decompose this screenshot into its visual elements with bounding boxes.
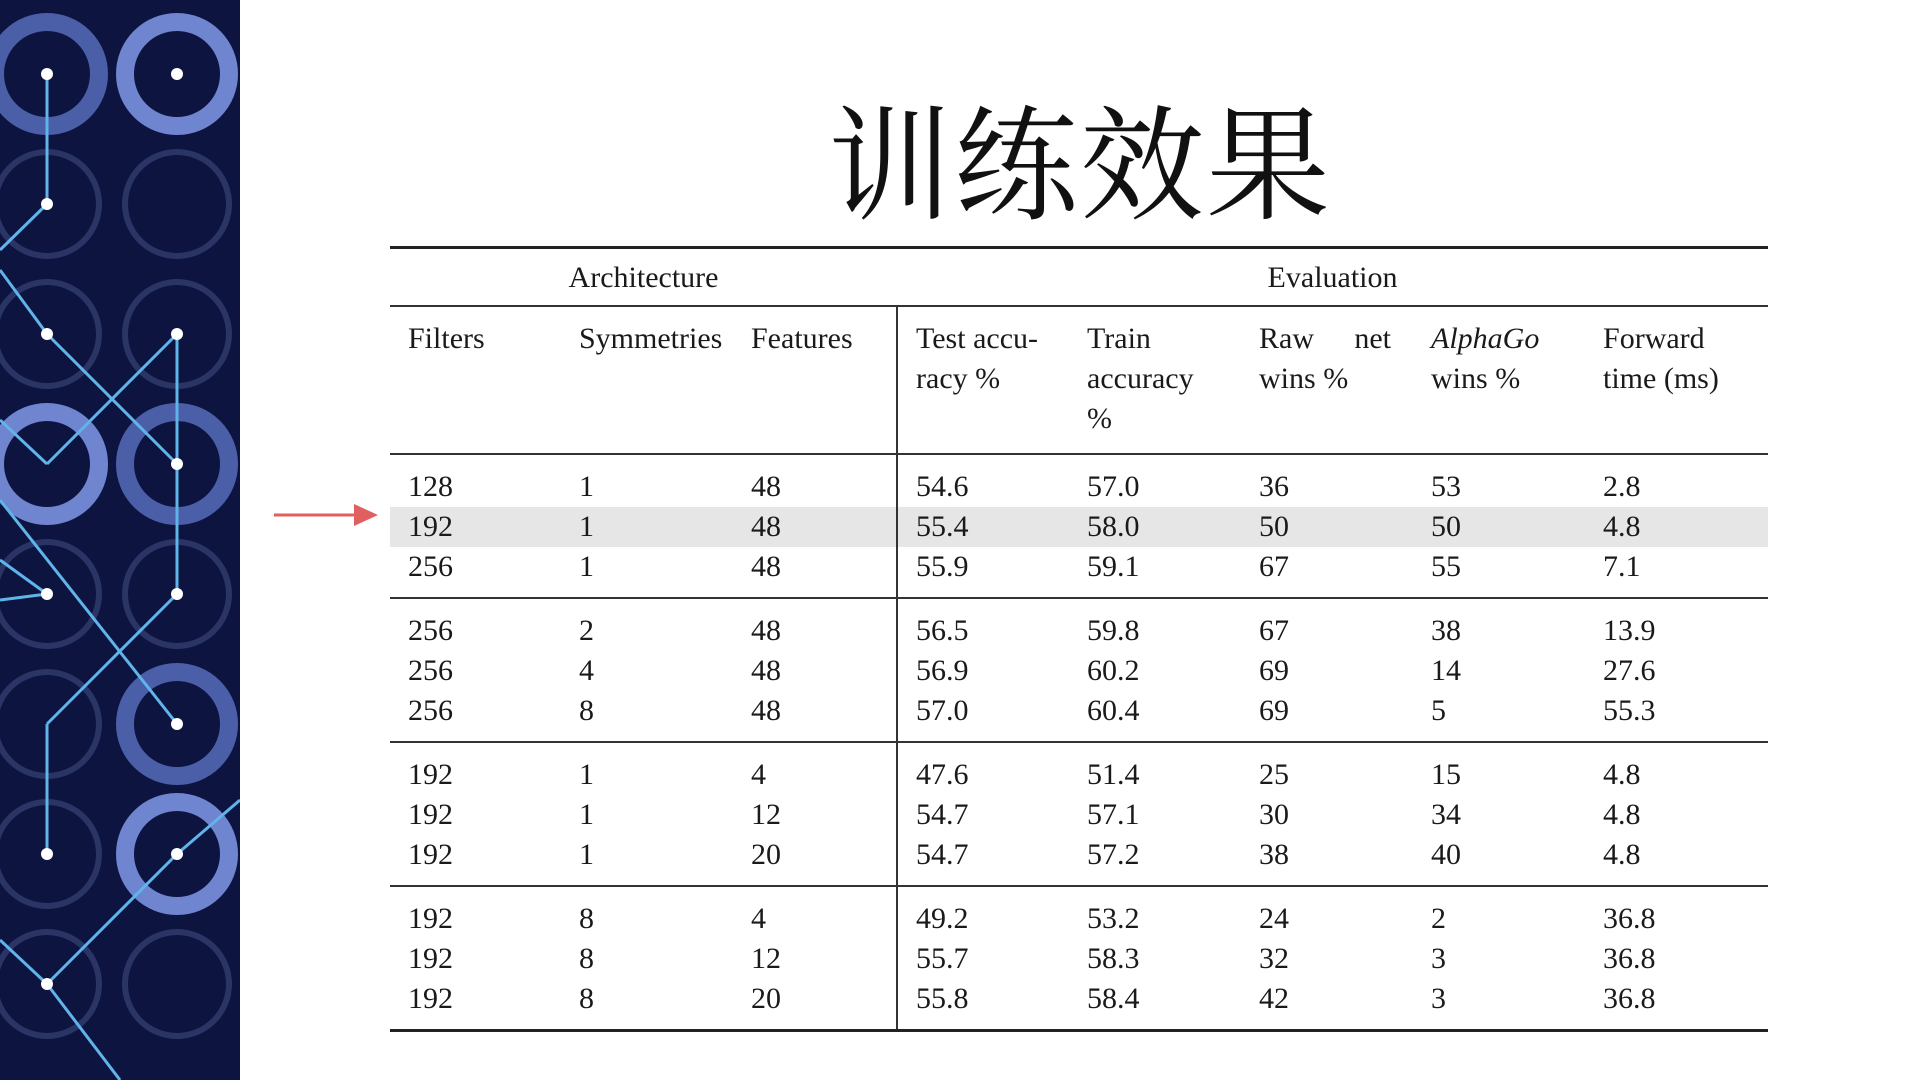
table-cell-features: 12 bbox=[751, 942, 781, 975]
decorative-dot bbox=[171, 328, 183, 340]
decorative-line bbox=[47, 854, 177, 984]
table-cell-forward: 2.8 bbox=[1603, 470, 1641, 503]
table-cell-alphago: 3 bbox=[1431, 982, 1447, 1015]
table-cell-test_acc: 55.7 bbox=[897, 939, 1069, 979]
table-cell-features: 4 bbox=[751, 902, 766, 935]
table-cell-raw_net: 67 bbox=[1259, 550, 1290, 583]
table-cell-forward: 7.1 bbox=[1603, 550, 1641, 583]
table-cell-train_acc: 59.8 bbox=[1087, 614, 1140, 647]
table-cell-alphago: 53 bbox=[1431, 470, 1462, 503]
table-row bbox=[390, 939, 1768, 979]
table-cell-features: 48 bbox=[751, 654, 781, 687]
table-cell-forward: 4.8 bbox=[1585, 507, 1768, 547]
column-header-line: Forward bbox=[1603, 322, 1705, 355]
column-header-line: accuracy bbox=[1087, 362, 1194, 395]
table-cell-raw_net: 69 bbox=[1259, 654, 1290, 687]
table-group bbox=[390, 742, 1768, 886]
table-cell-filters: 192 bbox=[408, 942, 453, 975]
decorative-sidebar bbox=[0, 0, 240, 1080]
table-row bbox=[390, 795, 1768, 835]
column-header-raw_net bbox=[1241, 306, 1413, 454]
table-cell-test_acc: 55.4 bbox=[897, 507, 1069, 547]
table-cell-train_acc: 58.3 bbox=[1087, 942, 1140, 975]
table-cell-features: 4 bbox=[751, 758, 766, 791]
table-cell-symmetries: 8 bbox=[579, 694, 594, 727]
decorative-line bbox=[47, 594, 177, 724]
table-cell-raw_net: 30 bbox=[1259, 798, 1290, 831]
table-cell-alphago: 15 bbox=[1431, 758, 1462, 791]
table-cell-raw_net: 32 bbox=[1259, 942, 1290, 975]
results-table bbox=[390, 246, 1768, 1032]
table-cell-test_acc: 47.6 bbox=[897, 742, 1069, 795]
column-header-filters bbox=[390, 306, 561, 454]
table-cell-features: 20 bbox=[751, 838, 781, 871]
table-cell-forward: 27.6 bbox=[1603, 654, 1656, 687]
table-cell-train_acc: 59.1 bbox=[1087, 550, 1140, 583]
group-header-row bbox=[390, 248, 1768, 307]
table-row bbox=[390, 454, 1768, 507]
table-cell-symmetries: 1 bbox=[579, 798, 594, 831]
table-cell-raw_net: 38 bbox=[1259, 838, 1290, 871]
decorative-ring bbox=[125, 152, 229, 256]
column-header-line: wins % bbox=[1259, 362, 1349, 395]
table-cell-test_acc: 54.7 bbox=[897, 795, 1069, 835]
decorative-dot bbox=[171, 588, 183, 600]
table-cell-symmetries: 8 bbox=[579, 902, 594, 935]
table-cell-test_acc: 55.9 bbox=[897, 547, 1069, 598]
column-header-line: % bbox=[1087, 402, 1113, 435]
table-row bbox=[390, 886, 1768, 939]
table-row bbox=[390, 742, 1768, 795]
column-header-forward bbox=[1585, 306, 1768, 454]
table-cell-filters: 192 bbox=[390, 507, 561, 547]
decorative-dot bbox=[41, 68, 53, 80]
table-cell-test_acc: 56.5 bbox=[897, 598, 1069, 651]
column-header-line: Symmetries bbox=[579, 322, 723, 355]
table-cell-train_acc: 60.2 bbox=[1087, 654, 1140, 687]
circle-pattern-graphic bbox=[0, 0, 240, 1080]
table-cell-symmetries: 1 bbox=[579, 758, 594, 791]
table-cell-symmetries: 1 bbox=[561, 507, 733, 547]
decorative-dot bbox=[171, 848, 183, 860]
column-header-line: Features bbox=[751, 322, 853, 355]
table-cell-raw_net: 36 bbox=[1259, 470, 1290, 503]
table-cell-features: 48 bbox=[733, 507, 897, 547]
table-cell-alphago: 38 bbox=[1431, 614, 1462, 647]
table-cell-train_acc: 58.0 bbox=[1069, 507, 1241, 547]
table-cell-symmetries: 2 bbox=[579, 614, 594, 647]
column-header-line: Test accu- bbox=[916, 322, 1039, 355]
arrow-right-icon bbox=[274, 500, 378, 530]
table-group bbox=[390, 886, 1768, 1031]
table-cell-filters: 128 bbox=[408, 470, 453, 503]
decorative-line bbox=[0, 560, 47, 594]
table-cell-train_acc: 51.4 bbox=[1087, 758, 1140, 791]
table-cell-filters: 192 bbox=[408, 838, 453, 871]
table-cell-forward: 13.9 bbox=[1603, 614, 1656, 647]
table-cell-alphago: 2 bbox=[1431, 902, 1447, 935]
table-row bbox=[390, 651, 1768, 691]
decorative-dot bbox=[41, 978, 53, 990]
table-cell-filters: 256 bbox=[408, 614, 453, 647]
table-row bbox=[390, 691, 1768, 742]
decorative-line bbox=[0, 204, 47, 250]
column-header-line: net bbox=[1354, 322, 1392, 355]
table-cell-symmetries: 4 bbox=[579, 654, 594, 687]
table-cell-features: 20 bbox=[751, 982, 781, 1015]
table-group bbox=[390, 598, 1768, 742]
group-header-architecture: Architecture bbox=[390, 248, 897, 307]
decorative-line bbox=[0, 940, 47, 984]
table-cell-alphago: 40 bbox=[1431, 838, 1462, 871]
table-row bbox=[390, 979, 1768, 1031]
column-header-line: time (ms) bbox=[1603, 362, 1719, 395]
decorative-line bbox=[0, 594, 47, 600]
column-header-row bbox=[390, 306, 1768, 454]
table-row bbox=[390, 547, 1768, 598]
table-cell-test_acc: 57.0 bbox=[897, 691, 1069, 742]
decorative-dot bbox=[41, 588, 53, 600]
table-row bbox=[390, 507, 1768, 547]
column-header-features bbox=[733, 306, 897, 454]
table-cell-alphago: 55 bbox=[1431, 550, 1462, 583]
table-cell-alphago: 34 bbox=[1431, 798, 1462, 831]
table-cell-features: 48 bbox=[751, 694, 781, 727]
table-cell-forward: 4.8 bbox=[1603, 838, 1641, 871]
table-cell-raw_net: 24 bbox=[1259, 902, 1290, 935]
table-cell-filters: 192 bbox=[408, 758, 453, 791]
column-header-train_acc bbox=[1069, 306, 1241, 454]
table-cell-symmetries: 1 bbox=[579, 550, 594, 583]
table-cell-filters: 192 bbox=[408, 798, 453, 831]
column-header-line: AlphaGo bbox=[1431, 322, 1540, 355]
decorative-dot bbox=[41, 848, 53, 860]
decorative-dot bbox=[171, 68, 183, 80]
table-cell-alphago: 3 bbox=[1431, 942, 1447, 975]
table-cell-features: 48 bbox=[751, 550, 781, 583]
table-cell-symmetries: 1 bbox=[579, 838, 594, 871]
decorative-dot bbox=[171, 718, 183, 730]
table-cell-raw_net: 69 bbox=[1259, 694, 1290, 727]
table-cell-train_acc: 57.1 bbox=[1087, 798, 1140, 831]
table-cell-filters: 256 bbox=[408, 550, 453, 583]
table-cell-raw_net: 42 bbox=[1259, 982, 1290, 1015]
table-cell-forward: 36.8 bbox=[1603, 982, 1656, 1015]
table-cell-forward: 55.3 bbox=[1603, 694, 1656, 727]
table-cell-test_acc: 49.2 bbox=[897, 886, 1069, 939]
column-header-line: Train bbox=[1087, 322, 1151, 355]
column-header-line: Filters bbox=[408, 322, 485, 355]
table-row bbox=[390, 598, 1768, 651]
table-cell-forward: 4.8 bbox=[1603, 798, 1641, 831]
table-cell-filters: 192 bbox=[408, 982, 453, 1015]
decorative-dot bbox=[171, 458, 183, 470]
table-cell-train_acc: 58.4 bbox=[1087, 982, 1140, 1015]
group-header-evaluation: Evaluation bbox=[897, 248, 1768, 307]
decorative-dot bbox=[41, 198, 53, 210]
column-header-symmetries bbox=[561, 306, 733, 454]
table-cell-features: 12 bbox=[751, 798, 781, 831]
column-header-test_acc bbox=[897, 306, 1069, 454]
table-cell-alphago: 50 bbox=[1413, 507, 1585, 547]
table-cell-train_acc: 60.4 bbox=[1087, 694, 1140, 727]
page-title: 训练效果 bbox=[827, 95, 1332, 239]
table-cell-raw_net: 67 bbox=[1259, 614, 1290, 647]
table-cell-test_acc: 54.6 bbox=[897, 454, 1069, 507]
column-header-line: wins % bbox=[1431, 362, 1521, 395]
table-cell-train_acc: 53.2 bbox=[1087, 902, 1140, 935]
table-row bbox=[390, 835, 1768, 886]
table-cell-test_acc: 55.8 bbox=[897, 979, 1069, 1031]
table-cell-filters: 256 bbox=[408, 694, 453, 727]
column-header-alphago bbox=[1413, 306, 1585, 454]
table-cell-raw_net: 50 bbox=[1241, 507, 1413, 547]
table-cell-filters: 256 bbox=[408, 654, 453, 687]
table-cell-test_acc: 54.7 bbox=[897, 835, 1069, 886]
table-cell-features: 48 bbox=[751, 470, 781, 503]
column-header-line: Raw bbox=[1259, 322, 1315, 355]
table-cell-train_acc: 57.0 bbox=[1087, 470, 1140, 503]
table-cell-forward: 36.8 bbox=[1603, 902, 1656, 935]
table-cell-alphago: 14 bbox=[1431, 654, 1462, 687]
decorative-ring bbox=[125, 932, 229, 1036]
table-cell-forward: 36.8 bbox=[1603, 942, 1656, 975]
table-cell-test_acc: 56.9 bbox=[897, 651, 1069, 691]
table-cell-filters: 192 bbox=[408, 902, 453, 935]
results-table-container bbox=[390, 246, 1768, 1032]
column-header-line: racy % bbox=[916, 362, 1001, 395]
table-cell-symmetries: 8 bbox=[579, 942, 594, 975]
table-cell-train_acc: 57.2 bbox=[1087, 838, 1140, 871]
table-cell-features: 48 bbox=[751, 614, 781, 647]
table-group bbox=[390, 454, 1768, 598]
table-cell-symmetries: 8 bbox=[579, 982, 594, 1015]
table-cell-symmetries: 1 bbox=[579, 470, 594, 503]
table-cell-forward: 4.8 bbox=[1603, 758, 1641, 791]
table-cell-alphago: 5 bbox=[1431, 694, 1447, 727]
decorative-dot bbox=[41, 328, 53, 340]
table-cell-raw_net: 25 bbox=[1259, 758, 1290, 791]
